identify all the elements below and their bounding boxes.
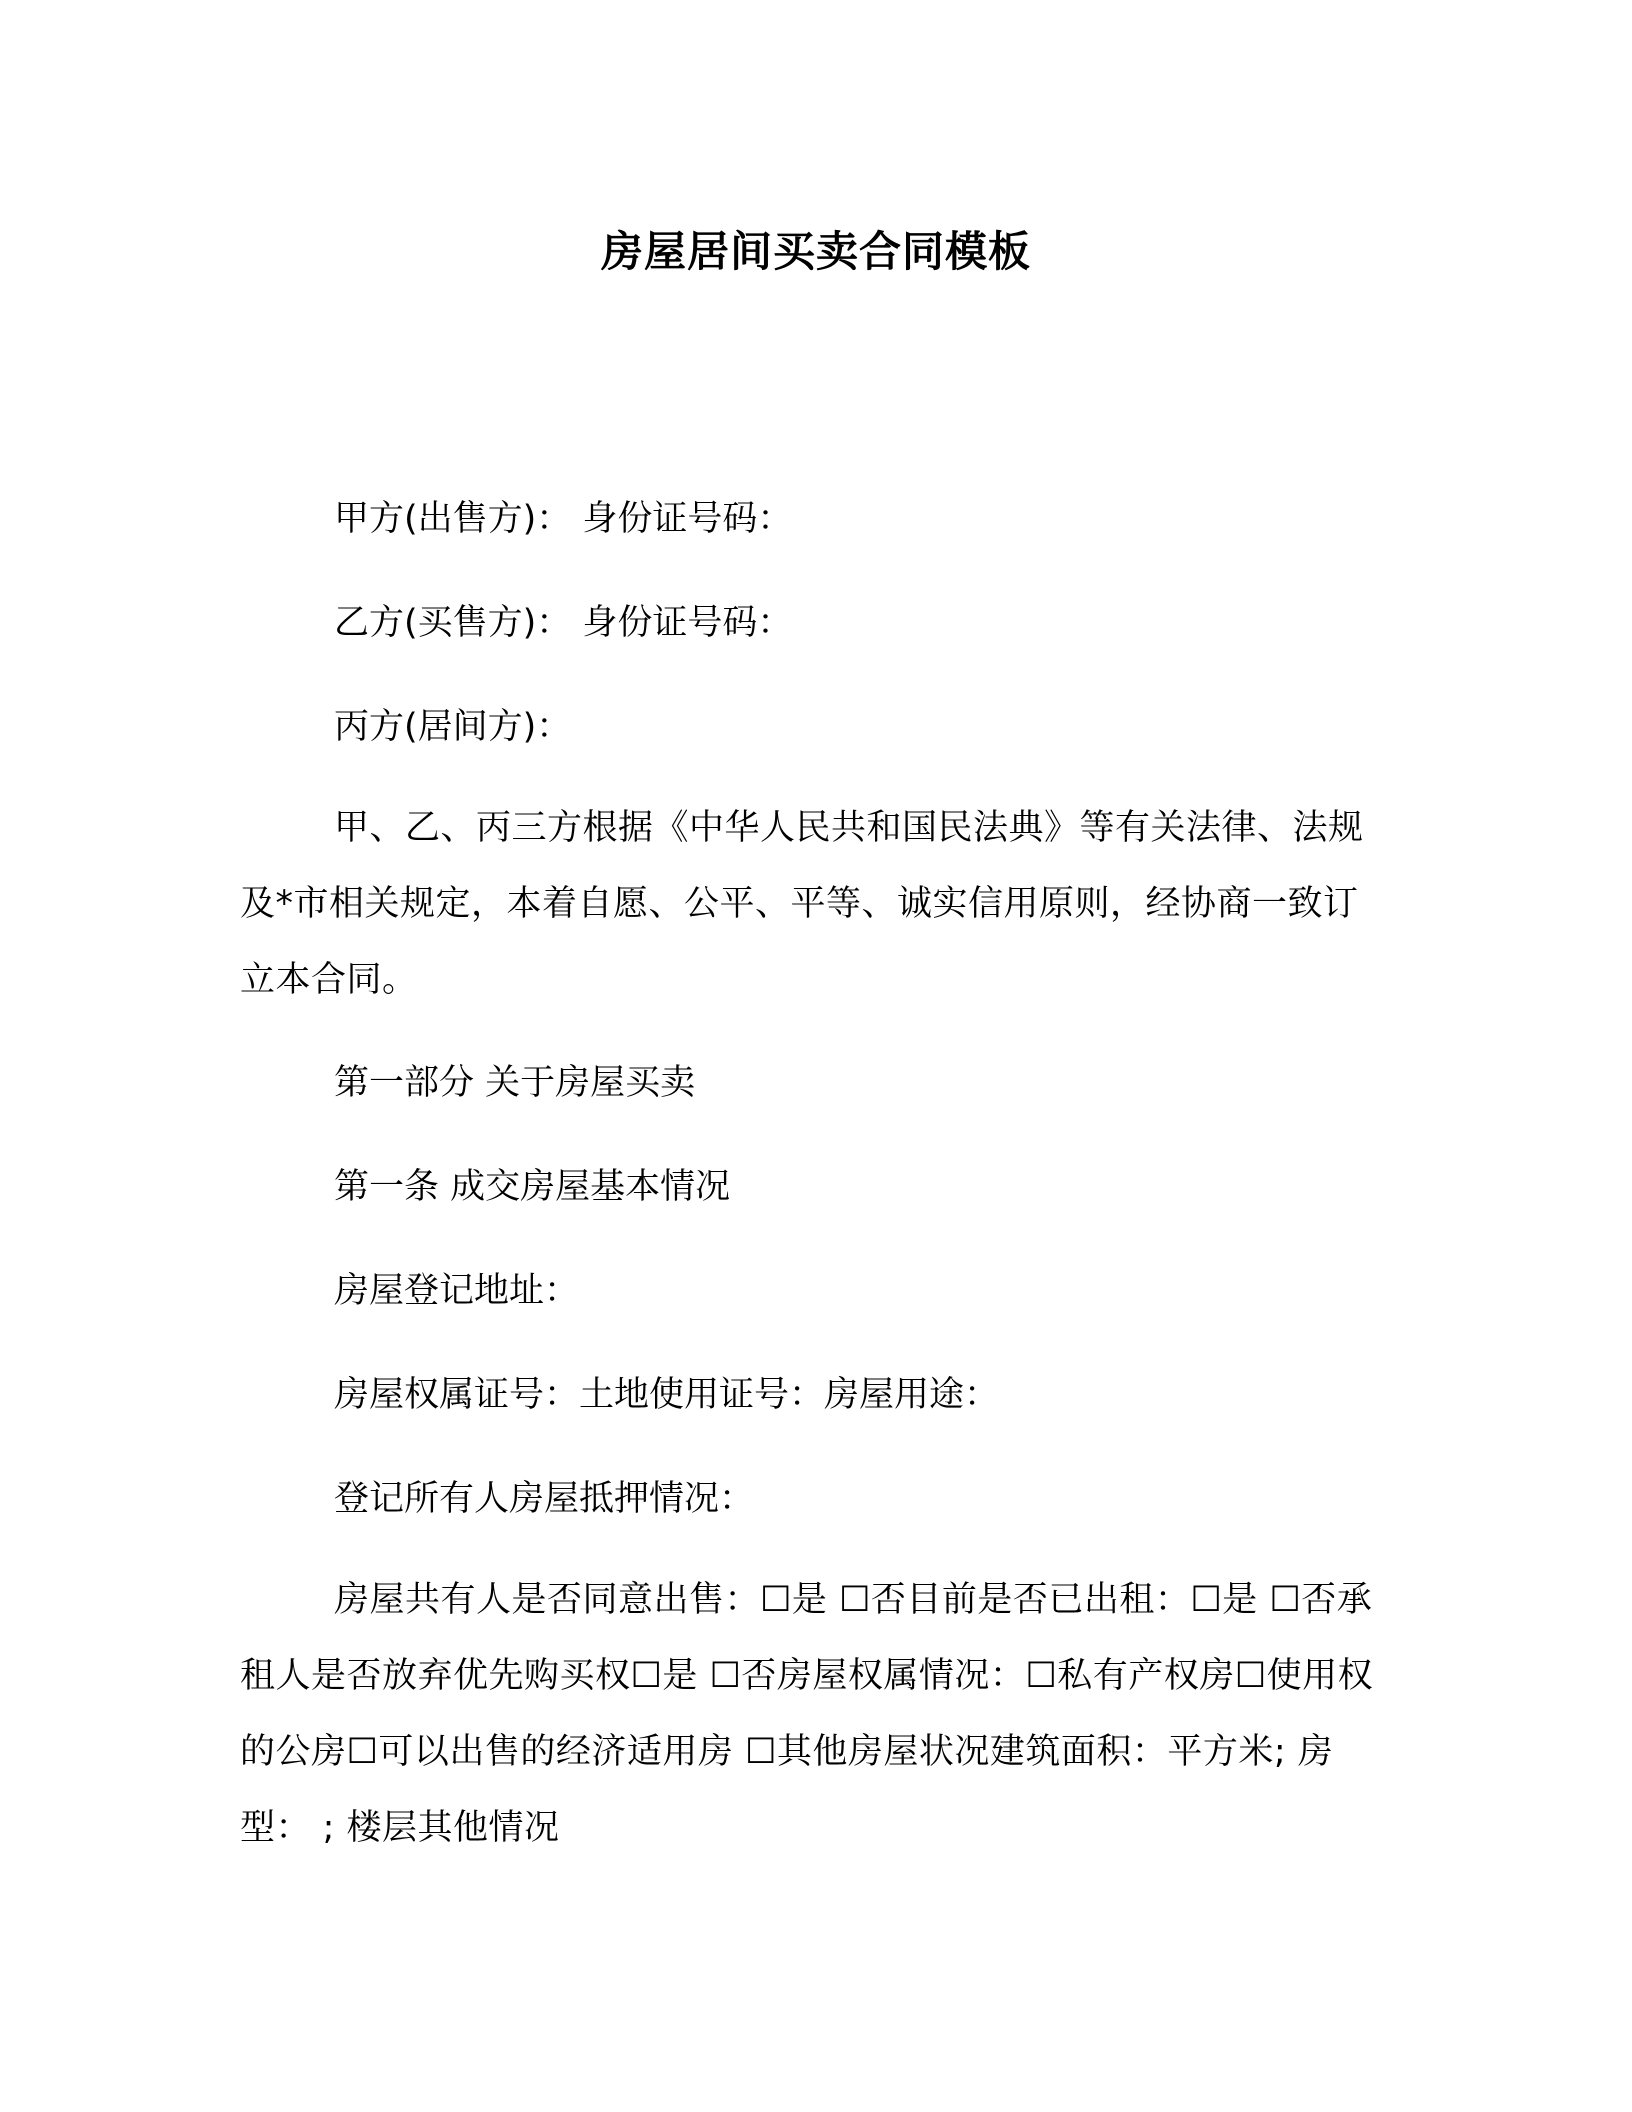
owner-mortgage-line: 登记所有人房屋抵押情况： — [334, 1479, 755, 1519]
document-title: 房屋居间买卖合同模板 — [600, 227, 1031, 276]
article-one-heading: 第一条 成交房屋基本情况 — [334, 1167, 731, 1207]
party-a-line: 甲方(出售方)： 身份证号码： — [334, 499, 793, 539]
party-b-line: 乙方(买售方)： 身份证号码： — [334, 603, 793, 643]
preamble-paragraph: 甲、乙、丙三方根据《中华人民共和国民法典》等有关法律、法规及*市相关规定，本着自愿、公平、平等、诚实信用原则，经协商一致订立本合同。 — [240, 808, 1364, 1000]
certificates-line: 房屋权属证号：土地使用证号：房屋用途： — [334, 1375, 1000, 1415]
registered-address-line: 房屋登记地址： — [334, 1271, 580, 1311]
part-one-heading: 第一部分 关于房屋买卖 — [334, 1063, 696, 1103]
party-c-line: 丙方(居间方)： — [334, 707, 572, 747]
property-status-paragraph: 房屋共有人是否同意出售：☐是 ☐否目前是否已出租：☐是 ☐否承租人是否放弃优先购买权☐是 ☐否房屋权属情况：☐私有产权房☐使用权的公房☐可以出售的经济适用房 ☐其他房屋状况建筑面积：平方米; 房型： ; 楼层其他情况 — [240, 1580, 1374, 1848]
